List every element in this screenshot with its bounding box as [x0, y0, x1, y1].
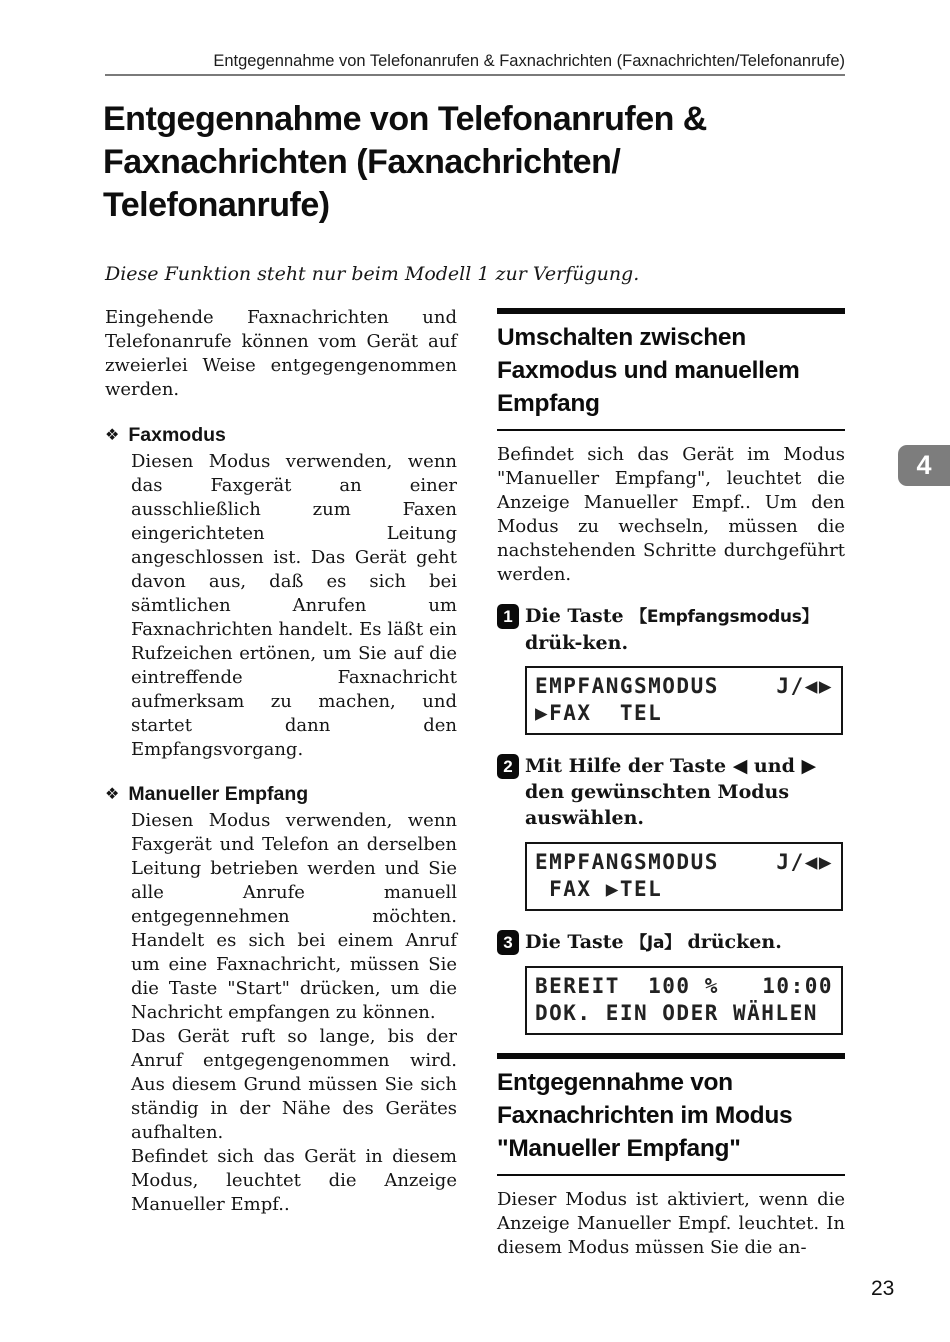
step-text: Die Taste: [525, 605, 631, 627]
item-title: Manueller Empfang: [128, 783, 309, 805]
page-number: 23: [871, 1277, 895, 1300]
lcd-line-2: FAX ▶TEL: [535, 877, 663, 901]
list-item-manueller-empfang: [105, 782, 457, 1217]
item-paragraph: Das Gerät ruft so lange, bis der Anruf entgegengenommen wird. Aus diesem Grund müssen Sie sich ständig in der Nähe des Gerätes aufhalten.: [131, 1026, 457, 1143]
step-number-badge: 3: [497, 930, 519, 955]
lcd-display-1: [525, 666, 843, 735]
item-paragraph: Diesen Modus verwenden, wenn das Faxgerät an einer ausschließlich zum Faxen eingerichteten Leitung angeschlossen ist. Das Gerät geht davon aus, daß es sich bei sämtlichen Anrufen um Faxnachrichten handelt. Es läßt ein Rufzeichen ertönen, um Sie auf die eintreffende Faxnachricht aufmerksam zu machen, und startet dann den Empfangsvorgang.: [131, 451, 457, 760]
item-heading: [105, 782, 457, 806]
page-title: [103, 98, 843, 227]
step-2: [497, 753, 845, 832]
item-title: Faxmodus: [128, 424, 226, 446]
lcd-status-text: BEREIT 100 %: [535, 974, 719, 998]
page-title-line-2: Faxnachrichten (Faxnachrichten/: [103, 143, 621, 181]
lcd-clock-text: 10:00: [762, 974, 833, 998]
page-title-line-1: Entgegennahme von Telefonanrufen &: [103, 100, 707, 138]
section-body: Dieser Modus ist aktiviert, wenn die Anzeige Manueller Empf. leuchtet. In diesem Modus müssen Sie die an-: [497, 1189, 845, 1258]
page-title-line-3: Telefonanrufe): [103, 186, 330, 224]
intro-paragraph: Eingehende Faxnachrichten und Telefonanrufe können vom Gerät auf zweierlei Weise entgegengenommen werden.: [105, 307, 457, 400]
lcd-mode-text: EMPFANGSMODUS: [535, 674, 719, 698]
availability-note: Diese Funktion steht nur beim Modell 1 zur Verfügung.: [105, 263, 640, 285]
list-item-faxmodus: [105, 423, 457, 762]
item-body: [131, 450, 457, 762]
lcd-display-3: [525, 966, 843, 1035]
lcd-mode-text: EMPFANGSMODUS: [535, 850, 719, 874]
section-heading-line-1: Entgegennahme von: [497, 1069, 733, 1096]
lcd-line-2: DOK. EIN ODER WÄHLEN: [535, 1001, 818, 1025]
item-paragraph: Befindet sich das Gerät in diesem Modus, leuchtet die Anzeige Manueller Empf..: [131, 1146, 457, 1215]
step-text: Mit Hilfe der Taste ◀ und ▶ den gewünschten Modus auswählen.: [525, 755, 817, 829]
section-heading-line-2: Faxmodus und manuellem: [497, 357, 800, 384]
lcd-line-2: ▶FAX TEL: [535, 701, 663, 725]
lcd-arrows-indicator: J/◀▶: [776, 850, 833, 874]
lcd-line-1: [535, 849, 833, 876]
step-text: Die Taste: [525, 931, 631, 953]
step-3: [497, 929, 845, 956]
diamond-bullet-icon: ❖: [105, 784, 120, 803]
diamond-bullet-icon: ❖: [105, 425, 120, 444]
chapter-tab: 4: [898, 445, 950, 486]
lcd-display-2: [525, 842, 843, 911]
step-text: drücken.: [680, 931, 782, 953]
key-label-ja: 【Ja】: [630, 933, 681, 953]
section-heading-line-3: Empfang: [497, 390, 600, 417]
section-body: Befindet sich das Gerät im Modus "Manueller Empfang", leuchtet die Anzeige Manueller Empf.. Um den Modus zu wechseln, müssen die nachstehenden Schritte durchgeführt werden.: [497, 444, 845, 585]
step-number-badge: 1: [497, 604, 519, 629]
section-heading-entgegennahme: [497, 1059, 845, 1174]
lcd-line-1: [535, 673, 833, 700]
key-label-empfangsmodus: 【Empfangsmodus】: [630, 607, 819, 627]
step-number-badge: 2: [497, 754, 519, 779]
lcd-line-1: [535, 973, 833, 1000]
running-header: Entgegennahme von Telefonanrufen & Faxnachrichten (Faxnachrichten/Telefonanrufe): [213, 52, 845, 70]
step-1: [497, 603, 845, 656]
item-paragraph: Diesen Modus verwenden, wenn Faxgerät und Telefon an derselben Leitung betrieben werden und Sie alle Anrufe manuell entgegennehmen möchten. Handelt es sich bei einem Anruf um eine Faxnachricht, müssen Sie die Taste "Start" drücken, um die Nachricht empfangen zu können.: [131, 810, 457, 1023]
left-column: [105, 306, 457, 1237]
section-heading-line-2: Faxnachrichten im Modus: [497, 1102, 793, 1129]
header-rule: [105, 74, 845, 76]
section-heading-rule: [497, 429, 845, 431]
step-text: drük-ken.: [525, 632, 629, 654]
section-heading-rule: [497, 1174, 845, 1176]
right-column: [497, 308, 845, 1276]
section-heading-umschalten: [497, 314, 845, 429]
section-heading-line-3: "Manueller Empfang": [497, 1135, 741, 1162]
item-body: [131, 809, 457, 1217]
section-heading-line-1: Umschalten zwischen: [497, 324, 746, 351]
item-heading: [105, 423, 457, 447]
lcd-arrows-indicator: J/◀▶: [776, 674, 833, 698]
